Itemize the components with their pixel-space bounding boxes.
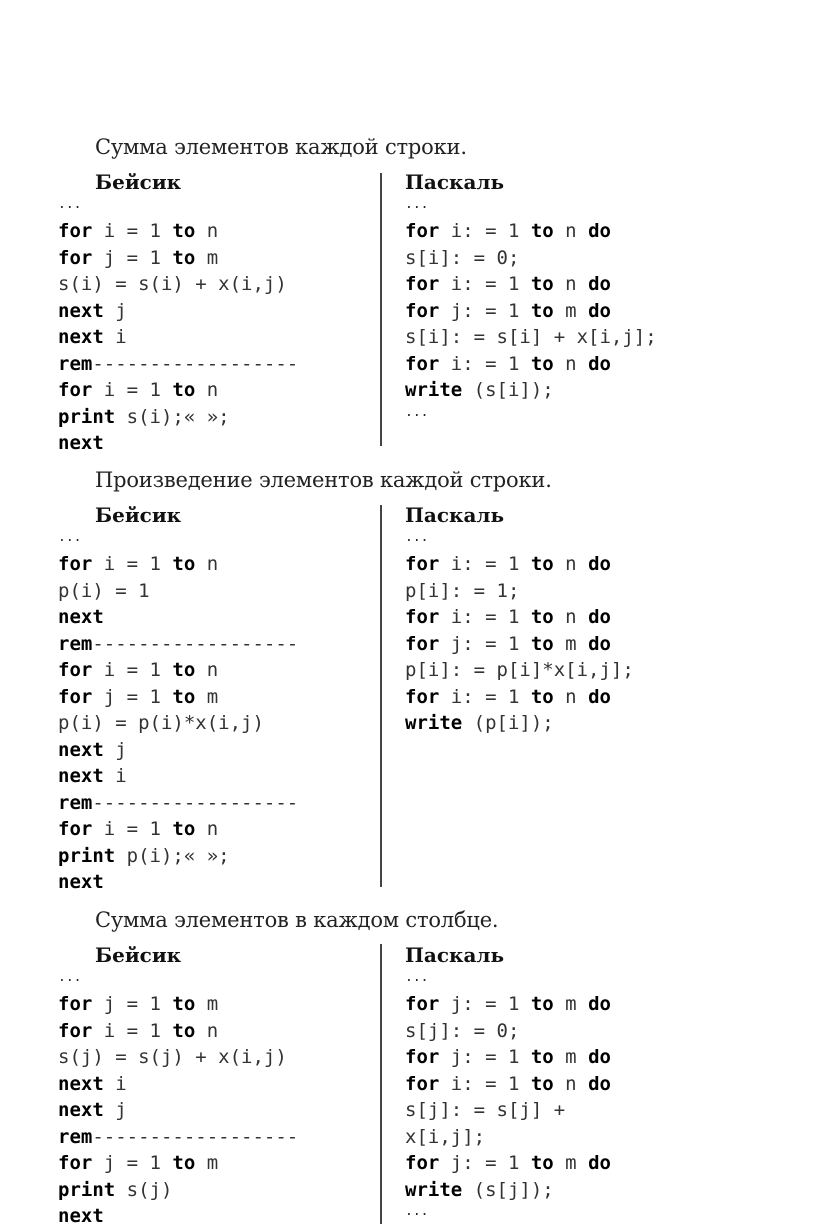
- code-keyword: for: [58, 818, 93, 840]
- code-line: [58, 684, 298, 711]
- code-keyword: do: [588, 299, 611, 322]
- code-text: (p[i]);: [462, 712, 554, 734]
- code-text: m: [195, 246, 219, 269]
- code-text: j = 1: [92, 1152, 173, 1174]
- code-keyword: to: [172, 659, 196, 681]
- code-line: [405, 1150, 611, 1177]
- code-line: [58, 1018, 298, 1045]
- code-keyword: for: [58, 993, 93, 1015]
- code-text: p[i]: = p[i]*x[i,j];: [405, 659, 634, 681]
- code-line: [58, 1044, 298, 1071]
- code-keyword: rem: [58, 1125, 93, 1148]
- code-keyword: for: [405, 606, 440, 628]
- code-text: i: = 1: [439, 553, 531, 575]
- code-keyword: to: [172, 993, 196, 1015]
- code-text: ...: [58, 197, 82, 212]
- code-keyword: rem: [58, 791, 93, 814]
- code-keyword: to: [172, 220, 196, 242]
- code-text: (s[i]);: [462, 379, 554, 401]
- code-keyword: to: [530, 1046, 554, 1068]
- code-text: i: [103, 326, 127, 348]
- code-keyword: for: [405, 220, 440, 242]
- code-text: x[i,j];: [405, 1125, 486, 1148]
- code-text: i: = 1: [439, 273, 531, 295]
- code-text: j = 1: [92, 993, 173, 1015]
- code-text: n: [553, 1072, 589, 1095]
- code-line: [405, 969, 611, 991]
- code-line: [405, 404, 657, 426]
- code-keyword: for: [58, 659, 93, 681]
- code-line: [58, 1177, 298, 1204]
- code-keyword: for: [405, 1072, 440, 1095]
- code-text: i: [103, 1072, 127, 1095]
- code-text: n: [195, 379, 219, 401]
- code-text: s[i]: = 0;: [405, 246, 520, 269]
- code-text: ------------------: [92, 1125, 299, 1148]
- code-keyword: next: [58, 299, 104, 322]
- code-keyword: do: [588, 352, 611, 375]
- code-keyword: to: [530, 299, 554, 322]
- code-text: n: [195, 818, 219, 840]
- section-3-pascal-title: Паскаль: [405, 943, 505, 967]
- code-keyword: next: [58, 432, 104, 454]
- code-text: m: [553, 299, 589, 322]
- code-keyword: for: [58, 220, 93, 242]
- code-keyword: do: [588, 1072, 611, 1095]
- code-line: [58, 196, 298, 218]
- code-keyword: for: [405, 299, 440, 322]
- code-text: s(i) = s(i) + x(i,j): [58, 273, 287, 295]
- code-keyword: to: [530, 1152, 554, 1174]
- code-keyword: to: [530, 606, 554, 628]
- code-text: i: = 1: [439, 220, 531, 242]
- code-text: s[i]: = s[i] + x[i,j];: [405, 326, 657, 348]
- code-keyword: for: [405, 632, 440, 655]
- section-3-column-divider: [380, 944, 382, 1224]
- code-line: [58, 843, 298, 870]
- code-line: [58, 991, 298, 1018]
- code-text: i: = 1: [439, 1072, 531, 1095]
- code-line: [405, 710, 634, 737]
- code-text: j: [103, 299, 127, 322]
- code-keyword: to: [530, 1072, 554, 1095]
- code-text: ...: [58, 530, 82, 545]
- code-line: [405, 1097, 611, 1124]
- code-line: [405, 657, 634, 684]
- code-text: p[i]: = 1;: [405, 579, 520, 602]
- code-line: [58, 430, 298, 457]
- code-text: s[j]: = 0;: [405, 1019, 520, 1042]
- code-text: s(i);« »;: [115, 405, 230, 428]
- code-keyword: for: [58, 379, 93, 401]
- code-line: [58, 816, 298, 843]
- code-line: [405, 324, 657, 351]
- code-keyword: to: [530, 632, 554, 655]
- section-2-pascal-title: Паскаль: [405, 503, 505, 527]
- code-line: [58, 969, 298, 991]
- code-line: [58, 1097, 298, 1124]
- code-line: [58, 218, 298, 245]
- code-line: [58, 551, 298, 578]
- code-keyword: for: [405, 993, 440, 1015]
- code-text: n: [553, 352, 589, 375]
- code-keyword: to: [172, 553, 196, 575]
- code-keyword: next: [58, 738, 104, 761]
- code-text: m: [553, 632, 589, 655]
- section-1-pascal-code: [405, 196, 657, 426]
- code-keyword: for: [58, 553, 93, 575]
- code-text: n: [195, 220, 219, 242]
- code-text: n: [195, 1019, 219, 1042]
- code-keyword: write: [405, 379, 463, 401]
- code-line: [405, 351, 657, 378]
- section-3-pascal-code: [405, 969, 611, 1225]
- code-keyword: next: [58, 1072, 104, 1095]
- code-keyword: to: [172, 379, 196, 401]
- code-keyword: to: [172, 1152, 196, 1174]
- section-2-column-divider: [380, 505, 382, 887]
- code-text: s(j) = s(j) + x(i,j): [58, 1046, 287, 1068]
- code-keyword: do: [588, 273, 611, 295]
- code-keyword: print: [58, 844, 116, 867]
- code-keyword: for: [405, 553, 440, 575]
- code-text: n: [553, 553, 589, 575]
- code-text: s(j): [115, 1178, 173, 1201]
- code-line: [58, 324, 298, 351]
- code-text: s[j]: = s[j] +: [405, 1099, 566, 1121]
- code-text: n: [195, 659, 219, 681]
- code-line: [405, 377, 657, 404]
- code-text: j: [103, 1099, 127, 1121]
- section-3-basic-title: Бейсик: [95, 943, 182, 967]
- code-text: i: = 1: [439, 606, 531, 628]
- code-text: n: [553, 685, 589, 708]
- code-line: [58, 1071, 298, 1098]
- code-line: [58, 1203, 298, 1230]
- code-keyword: print: [58, 405, 116, 428]
- code-text: i: = 1: [439, 685, 531, 708]
- code-keyword: do: [588, 220, 611, 242]
- code-keyword: do: [588, 632, 611, 655]
- code-keyword: to: [172, 818, 196, 840]
- code-keyword: for: [405, 1046, 440, 1068]
- code-keyword: to: [530, 993, 554, 1015]
- code-line: [58, 271, 298, 298]
- code-keyword: for: [405, 1152, 440, 1174]
- code-keyword: for: [58, 685, 93, 708]
- code-keyword: print: [58, 1178, 116, 1201]
- code-line: [405, 1018, 611, 1045]
- code-line: [405, 271, 657, 298]
- code-keyword: write: [405, 1178, 463, 1201]
- code-text: ...: [405, 197, 429, 212]
- code-text: m: [195, 1152, 219, 1174]
- code-text: n: [553, 220, 589, 242]
- code-keyword: write: [405, 712, 463, 734]
- code-text: ------------------: [92, 632, 299, 655]
- code-text: j: [103, 738, 127, 761]
- code-keyword: do: [588, 685, 611, 708]
- code-text: n: [553, 273, 589, 295]
- code-text: i: = 1: [439, 352, 531, 375]
- code-line: [405, 684, 634, 711]
- code-line: [58, 869, 298, 896]
- code-keyword: next: [58, 326, 104, 348]
- section-2-basic-title: Бейсик: [95, 503, 182, 527]
- code-line: [405, 1044, 611, 1071]
- code-text: m: [553, 1046, 589, 1068]
- code-keyword: for: [405, 352, 440, 375]
- section-1-pascal-title: Паскаль: [405, 170, 505, 194]
- code-line: [405, 551, 634, 578]
- code-line: [405, 604, 634, 631]
- code-keyword: for: [405, 685, 440, 708]
- code-text: ...: [58, 970, 82, 985]
- code-keyword: for: [405, 273, 440, 295]
- code-keyword: to: [530, 685, 554, 708]
- section-1-heading: Сумма элементов каждой строки.: [95, 135, 467, 159]
- code-line: [58, 631, 298, 658]
- code-text: ...: [405, 530, 429, 545]
- code-keyword: do: [588, 606, 611, 628]
- code-text: ------------------: [92, 791, 299, 814]
- code-line: [58, 604, 298, 631]
- code-line: [405, 245, 657, 272]
- code-text: i = 1: [92, 1019, 173, 1042]
- code-text: ...: [405, 1204, 429, 1219]
- code-text: j: = 1: [439, 1152, 531, 1174]
- code-line: [405, 298, 657, 325]
- code-keyword: next: [58, 606, 104, 628]
- code-line: [58, 1124, 298, 1151]
- code-keyword: do: [588, 1046, 611, 1068]
- code-keyword: do: [588, 553, 611, 575]
- code-text: ------------------: [92, 352, 299, 375]
- code-line: [405, 218, 657, 245]
- code-text: ...: [405, 404, 429, 420]
- code-line: [58, 529, 298, 551]
- section-1-basic-code: [58, 196, 298, 457]
- code-text: j = 1: [92, 685, 173, 708]
- code-keyword: to: [530, 220, 554, 242]
- code-text: j: = 1: [439, 1046, 531, 1068]
- code-line: [58, 245, 298, 272]
- code-keyword: for: [58, 1019, 93, 1042]
- code-line: [405, 1203, 611, 1225]
- code-keyword: to: [530, 352, 554, 375]
- code-text: m: [553, 1152, 589, 1174]
- code-keyword: to: [172, 1019, 196, 1042]
- code-line: [58, 351, 298, 378]
- code-line: [405, 1071, 611, 1098]
- section-1-column-divider: [380, 173, 382, 446]
- section-2-heading: Произведение элементов каждой строки.: [95, 468, 552, 492]
- code-keyword: rem: [58, 632, 93, 655]
- code-text: ...: [405, 970, 429, 985]
- code-keyword: for: [58, 246, 93, 269]
- code-keyword: next: [58, 765, 104, 787]
- code-line: [58, 1150, 298, 1177]
- code-text: j: = 1: [439, 632, 531, 655]
- code-text: j: = 1: [439, 299, 531, 322]
- code-text: m: [195, 993, 219, 1015]
- code-keyword: to: [172, 685, 196, 708]
- code-line: [405, 196, 657, 218]
- code-text: j: = 1: [439, 993, 531, 1015]
- code-keyword: to: [172, 246, 196, 269]
- code-text: i = 1: [92, 379, 173, 401]
- section-3-heading: Сумма элементов в каждом столбце.: [95, 908, 499, 932]
- code-text: p(i) = 1: [58, 579, 150, 602]
- code-line: [58, 298, 298, 325]
- code-keyword: next: [58, 871, 104, 893]
- code-text: p(i);« »;: [115, 844, 230, 867]
- code-keyword: to: [530, 273, 554, 295]
- code-line: [58, 763, 298, 790]
- code-text: i = 1: [92, 553, 173, 575]
- code-text: i = 1: [92, 818, 173, 840]
- code-line: [405, 1177, 611, 1204]
- code-text: p(i) = p(i)*x(i,j): [58, 712, 264, 734]
- code-line: [58, 377, 298, 404]
- code-keyword: do: [588, 993, 611, 1015]
- code-text: j = 1: [92, 246, 173, 269]
- code-line: [58, 404, 298, 431]
- code-line: [58, 657, 298, 684]
- code-text: m: [553, 993, 589, 1015]
- code-keyword: next: [58, 1099, 104, 1121]
- code-text: n: [195, 553, 219, 575]
- code-text: n: [553, 606, 589, 628]
- code-text: i = 1: [92, 220, 173, 242]
- section-3-basic-code: [58, 969, 298, 1230]
- section-1-basic-title: Бейсик: [95, 170, 182, 194]
- section-2-pascal-code: [405, 529, 634, 737]
- code-keyword: for: [58, 1152, 93, 1174]
- code-text: i: [103, 765, 127, 787]
- code-line: [405, 578, 634, 605]
- code-line: [405, 631, 634, 658]
- code-keyword: to: [530, 553, 554, 575]
- code-line: [405, 1124, 611, 1151]
- code-keyword: do: [588, 1152, 611, 1174]
- code-text: i = 1: [92, 659, 173, 681]
- code-text: (s[j]);: [462, 1178, 554, 1201]
- code-line: [405, 991, 611, 1018]
- code-line: [58, 790, 298, 817]
- code-text: m: [195, 685, 219, 708]
- code-line: [58, 578, 298, 605]
- code-line: [405, 529, 634, 551]
- code-keyword: next: [58, 1205, 104, 1227]
- code-line: [58, 710, 298, 737]
- code-keyword: rem: [58, 352, 93, 375]
- section-2-basic-code: [58, 529, 298, 896]
- code-line: [58, 737, 298, 764]
